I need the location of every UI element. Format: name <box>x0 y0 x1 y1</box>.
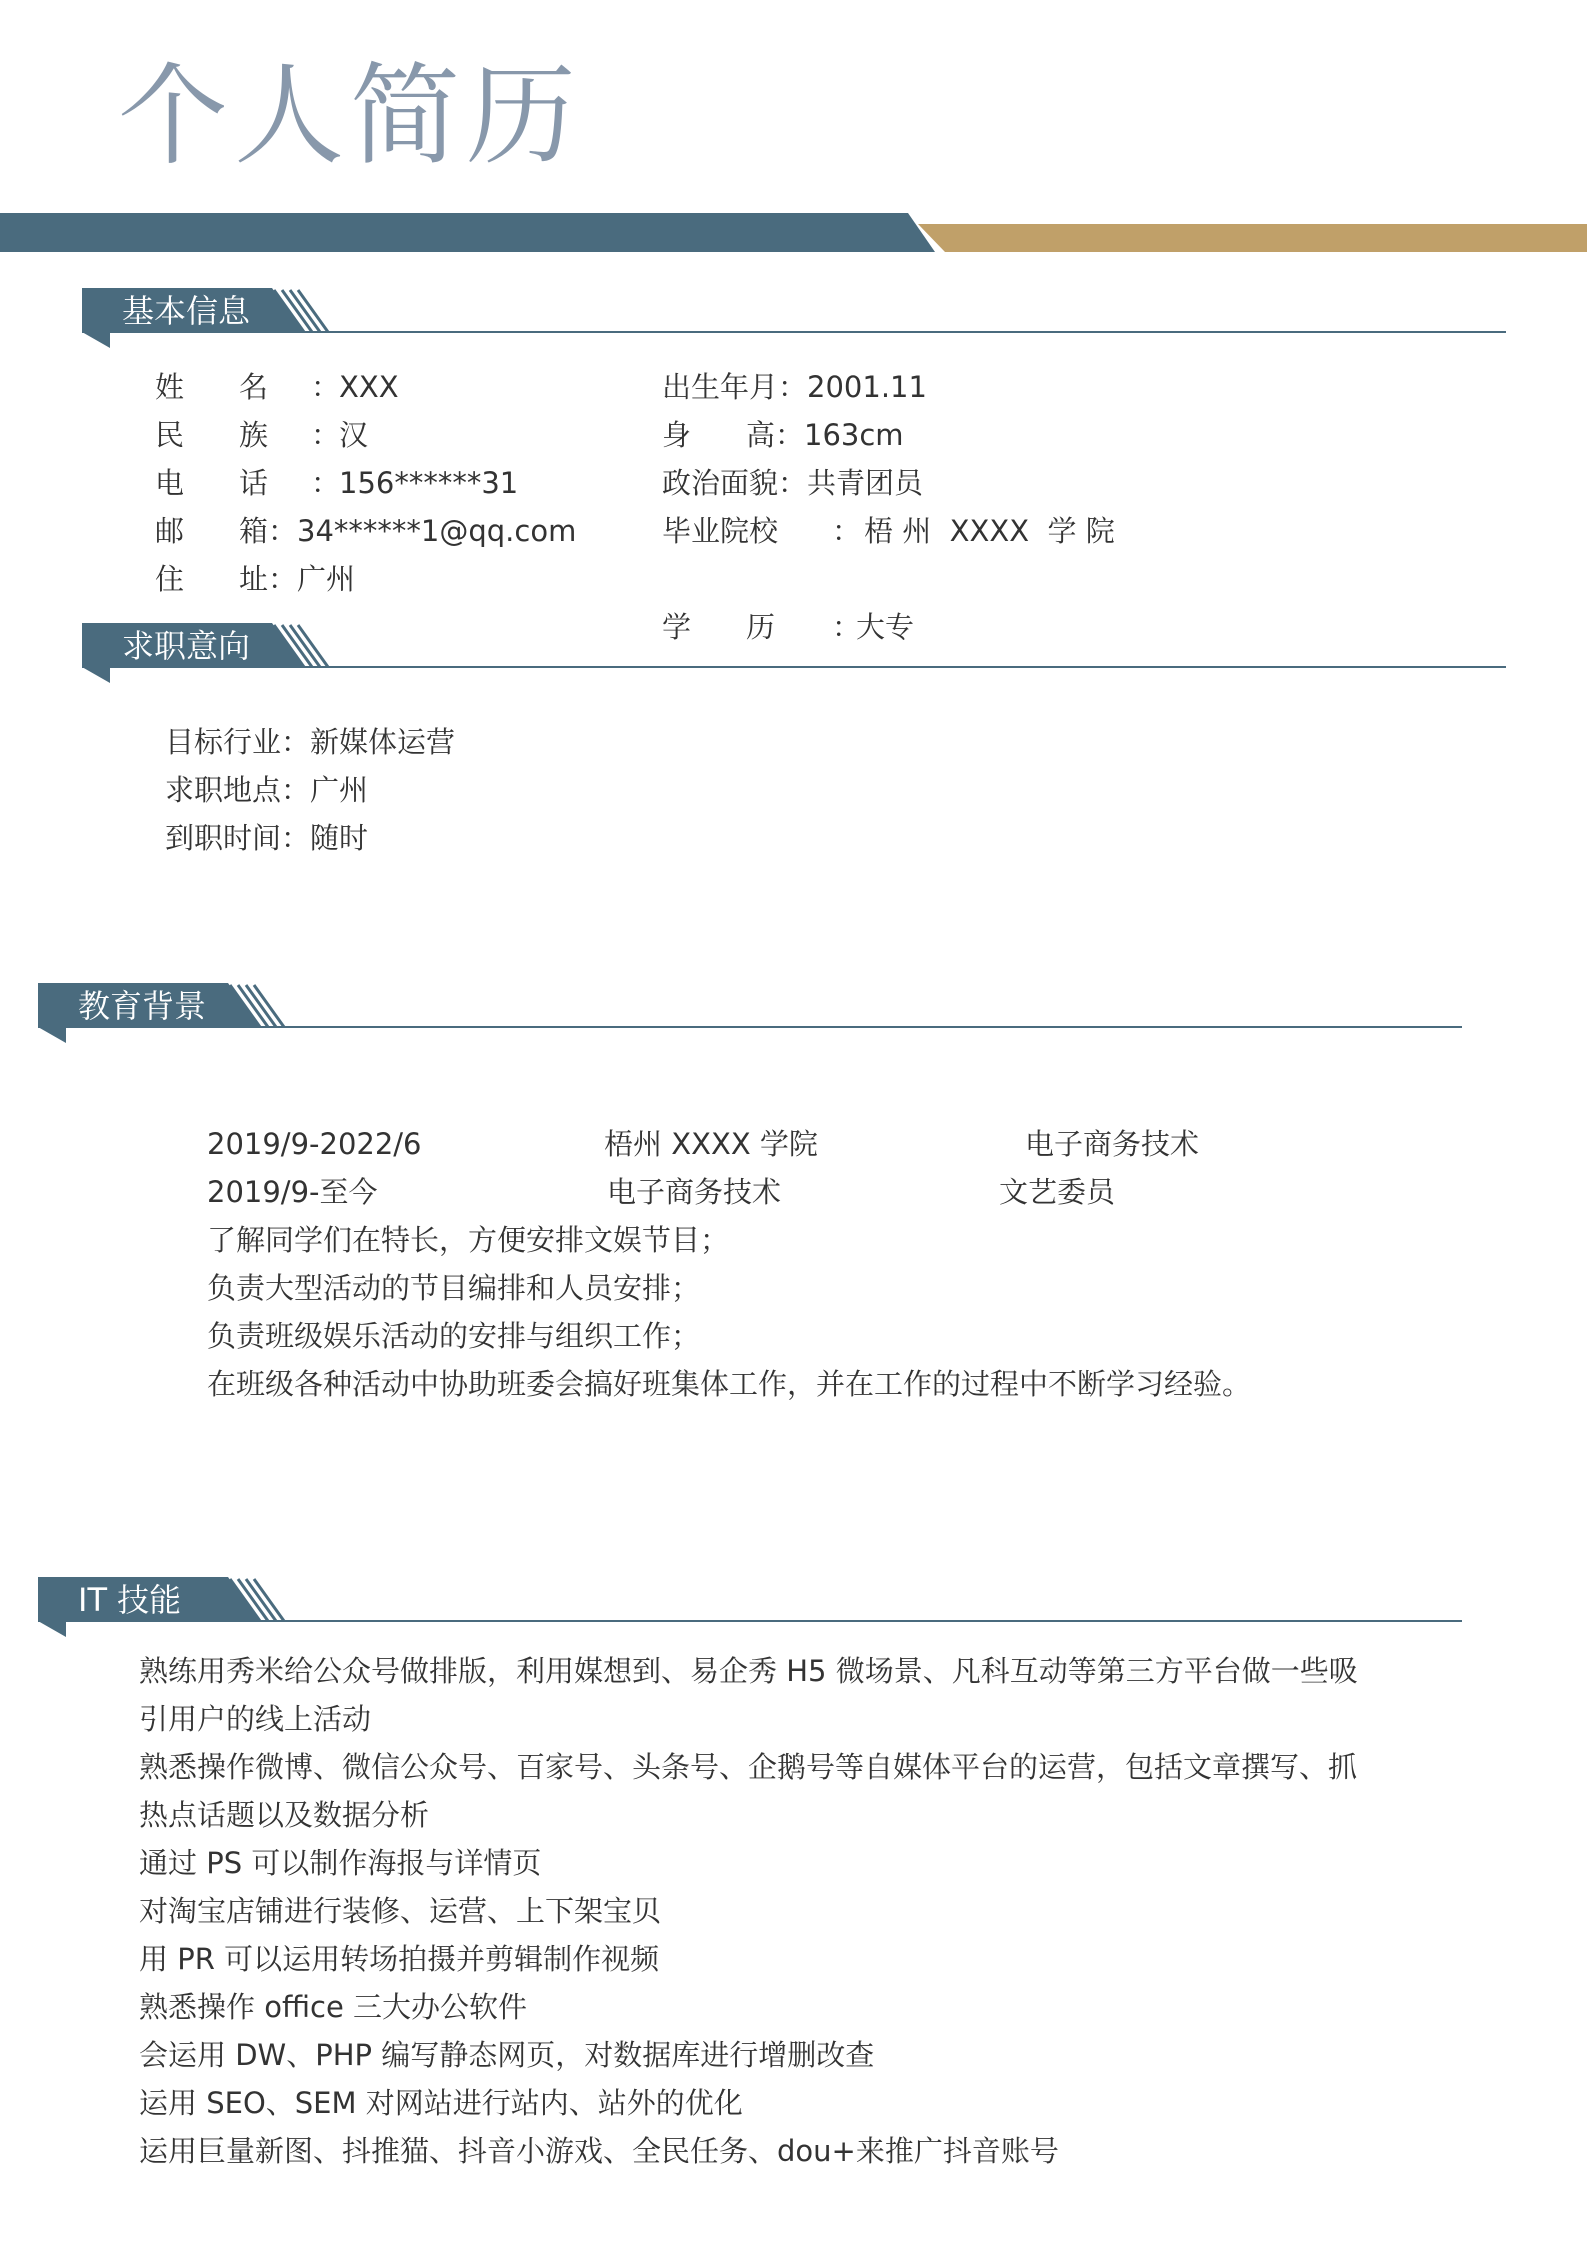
value: 随时 <box>310 821 369 855</box>
label: 民 <box>155 418 185 452</box>
edu-duty: 负责大型活动的节目编排和人员安排； <box>207 1271 701 1305</box>
value: XXX <box>339 370 399 404</box>
skill-line: 运用 SEO、SEM 对网站进行站内、站外的优化 <box>139 2086 743 2120</box>
separator: ： <box>832 610 862 644</box>
value: 梧 州 XXXX 学 院 <box>864 514 1115 548</box>
header-band-accent <box>918 224 1587 252</box>
value: 共青团员 <box>807 466 924 500</box>
section-title: IT 技能 <box>78 1581 182 1619</box>
separator: ： <box>832 514 862 548</box>
info-school <box>662 514 1115 548</box>
skill-line: 熟悉操作微博、微信公众号、百家号、头条号、企鹅号等自媒体平台的运营，包括文章撰写、抓 <box>139 1750 1358 1784</box>
section-title: 求职意向 <box>122 627 251 665</box>
value: 广州 <box>297 562 356 596</box>
edu-role-title: 文艺委员 <box>999 1175 1116 1209</box>
label: 历 <box>746 610 776 644</box>
label: 话 <box>239 466 269 500</box>
label: 求职地点： <box>165 773 311 807</box>
skill-line: 运用巨量新图、抖推猫、抖音小游戏、全民任务、dou+来推广抖音账号 <box>139 2134 1059 2168</box>
value: 156******31 <box>339 466 519 500</box>
separator: ： <box>311 466 341 500</box>
edu-row-major: 电子商务技术 <box>1025 1127 1200 1161</box>
label: 姓 <box>155 370 185 404</box>
intent-location <box>165 773 369 807</box>
info-email <box>155 514 577 548</box>
info-birth <box>662 370 927 404</box>
edu-duty: 负责班级娱乐活动的安排与组织工作； <box>207 1319 701 1353</box>
label: 邮 <box>155 514 185 548</box>
info-ethnicity <box>155 418 369 452</box>
edu-row-school: 梧州 XXXX 学院 <box>604 1127 818 1161</box>
value: 34******1@qq.com <box>297 514 577 548</box>
intent-start <box>165 821 369 855</box>
label: 高： <box>746 418 805 452</box>
section-rule-basic <box>82 331 1506 333</box>
skill-line: 熟悉操作 office 三大办公软件 <box>139 1990 528 2024</box>
info-name <box>155 370 399 404</box>
value: 广州 <box>310 773 369 807</box>
skill-line: 热点话题以及数据分析 <box>139 1798 430 1832</box>
label: 名 <box>239 370 269 404</box>
info-politics <box>662 466 924 500</box>
section-rule-intent <box>82 666 1506 668</box>
info-height <box>662 418 904 452</box>
section-title: 基本信息 <box>122 292 251 330</box>
header-band-primary <box>0 213 935 252</box>
page-title: 个人简历 <box>118 52 582 180</box>
value: 2001.11 <box>807 370 927 404</box>
label: 址： <box>239 562 298 596</box>
value: 163cm <box>804 418 904 452</box>
separator: ： <box>311 418 341 452</box>
section-title: 教育背景 <box>78 987 207 1025</box>
edu-duty: 在班级各种活动中协助班委会搞好班集体工作，并在工作的过程中不断学习经验。 <box>207 1367 1252 1401</box>
skill-line: 对淘宝店铺进行装修、运营、上下架宝贝 <box>139 1894 662 1928</box>
info-address <box>155 562 356 596</box>
skill-line: 用 PR 可以运用转场拍摄并剪辑制作视频 <box>139 1942 660 1976</box>
label: 到职时间： <box>165 821 311 855</box>
value: 新媒体运营 <box>310 725 456 759</box>
label: 箱： <box>239 514 298 548</box>
edu-row-date: 2019/9-2022/6 <box>207 1127 422 1161</box>
edu-role-date: 2019/9-至今 <box>207 1175 378 1209</box>
info-degree <box>662 610 915 644</box>
separator: ： <box>311 370 341 404</box>
label: 族 <box>239 418 269 452</box>
edu-duty: 了解同学们在特长，方便安排文娱节目； <box>207 1223 730 1257</box>
label: 毕业院校 <box>662 514 779 548</box>
info-phone <box>155 466 519 500</box>
section-rule-education <box>38 1026 1462 1028</box>
value: 大专 <box>856 610 915 644</box>
label: 学 <box>662 610 692 644</box>
skill-line: 会运用 DW、PHP 编写静态网页，对数据库进行增删改查 <box>139 2038 875 2072</box>
label: 目标行业： <box>165 725 311 759</box>
skill-line: 熟练用秀米给公众号做排版，利用媒想到、易企秀 H5 微场景、凡科互动等第三方平台做一些吸 <box>139 1654 1358 1688</box>
section-rule-skills <box>38 1620 1462 1622</box>
value: 汉 <box>339 418 369 452</box>
label: 电 <box>155 466 185 500</box>
header-band <box>0 210 1587 255</box>
edu-role-org: 电子商务技术 <box>607 1175 782 1209</box>
intent-industry <box>165 725 456 759</box>
skill-line: 引用户的线上活动 <box>139 1702 372 1736</box>
label: 政治面貌： <box>662 466 808 500</box>
skill-line: 通过 PS 可以制作海报与详情页 <box>139 1846 542 1880</box>
label: 住 <box>155 562 185 596</box>
label: 出生年月： <box>662 370 808 404</box>
label: 身 <box>662 418 692 452</box>
